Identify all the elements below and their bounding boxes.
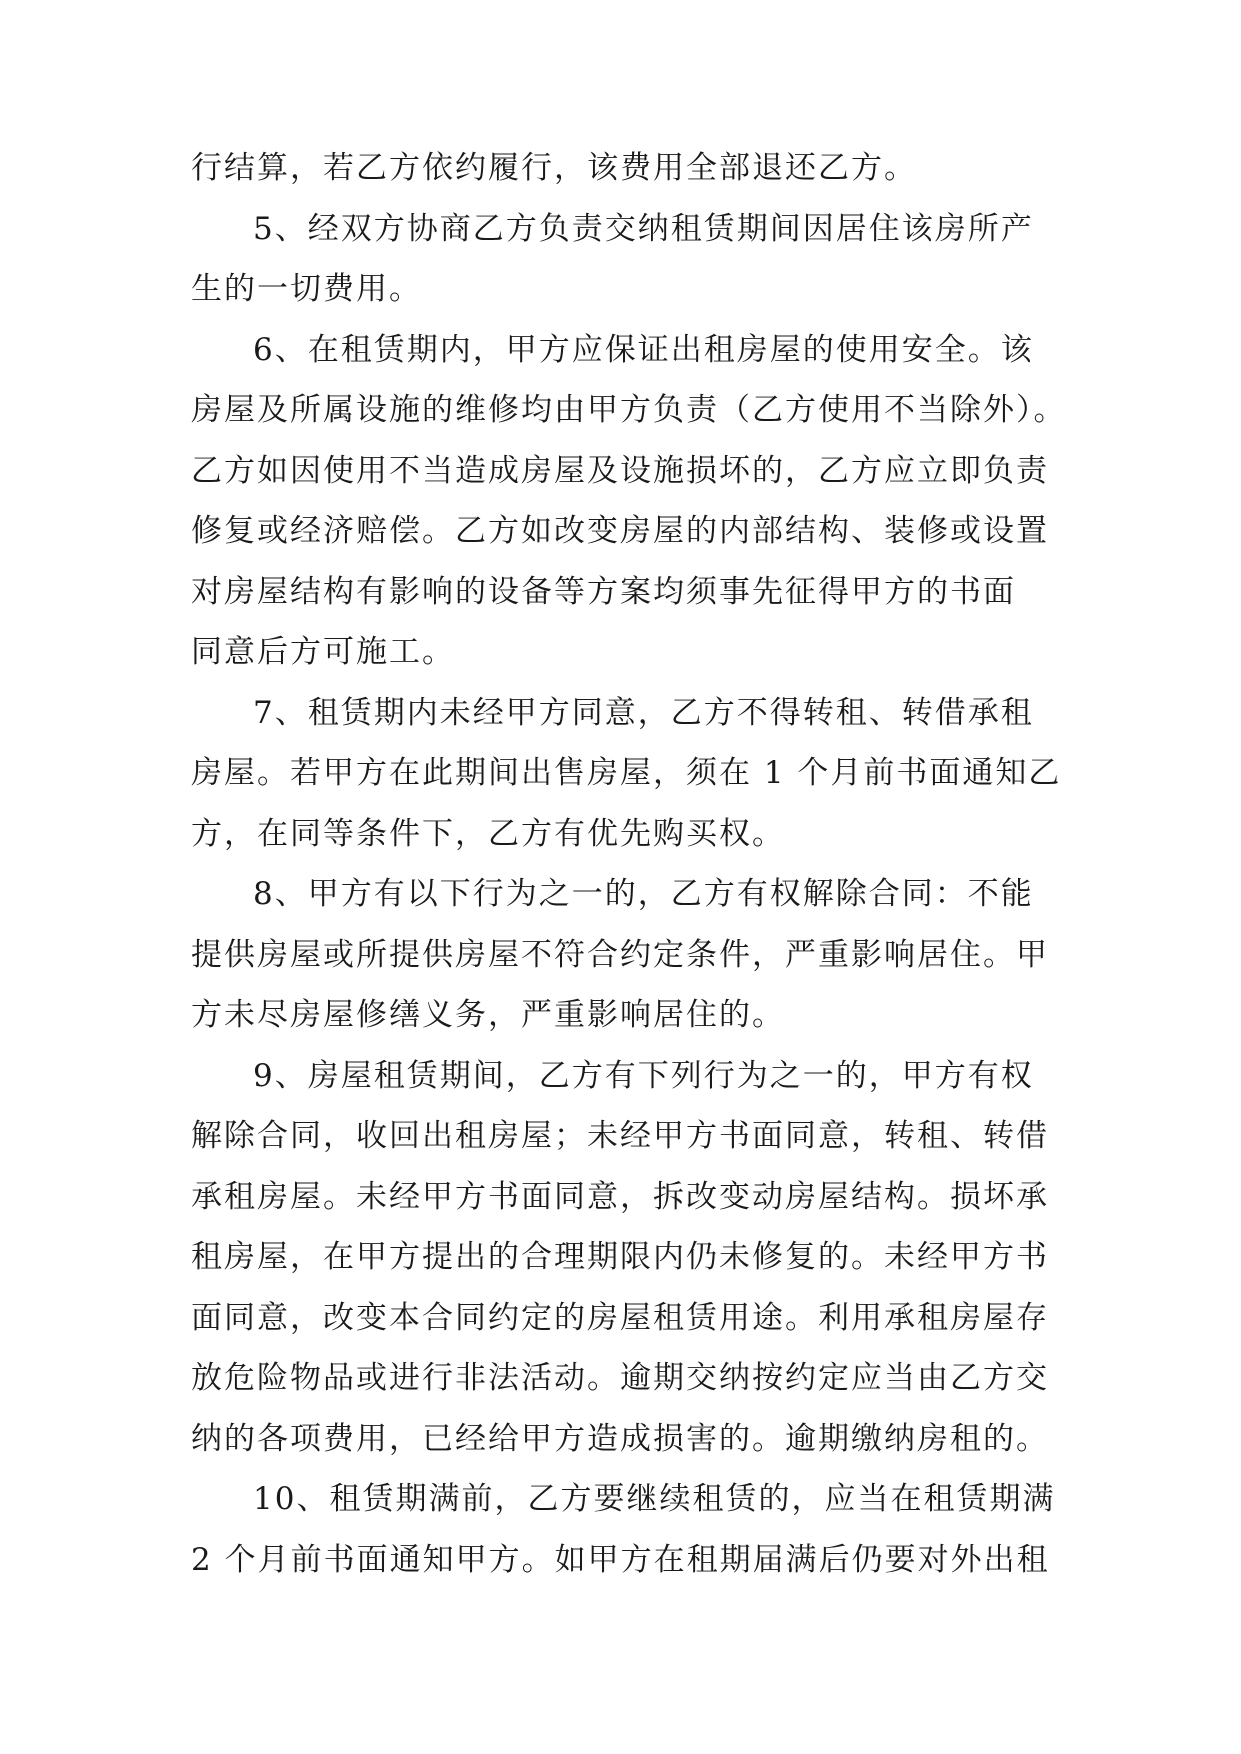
text-line: 承租房屋。未经甲方书面同意，拆改变动房屋结构。损坏承 — [191, 1178, 1049, 1215]
text-line: 房屋及所属设施的维修均由甲方负责（乙方使用不当除外）。 — [191, 392, 1067, 428]
clause-6-line: 6、在租赁期内，甲方应保证出租房屋的使用安全。该 — [253, 331, 1034, 368]
clause-7-line: 7、租赁期内未经甲方同意，乙方不得转租、转借承租 — [253, 694, 1034, 731]
text-line: 租房屋，在甲方提出的合理期限内仍未修复的。未经甲方书 — [191, 1239, 1049, 1275]
clause-10-line: 10、租赁期满前，乙方要继续租赁的，应当在租赁期满 — [253, 1481, 1056, 1517]
clause-5-line: 5、经双方协商乙方负责交纳租赁期间因居住该房所产 — [253, 210, 1034, 247]
text-line: 同意后方可施工。 — [191, 634, 455, 670]
clause-9-line: 9、房屋租赁期间，乙方有下列行为之一的，甲方有权 — [253, 1057, 1034, 1094]
text-line: 方，在同等条件下，乙方有优先购买权。 — [191, 815, 785, 852]
text-line: 对房屋结构有影响的设备等方案均须事先征得甲方的书面 — [191, 573, 1016, 610]
text-line: 面同意，改变本合同约定的房屋租赁用途。利用承租房屋存 — [191, 1299, 1049, 1336]
clause-8-line: 8、甲方有以下行为之一的，乙方有权解除合同：不能 — [253, 876, 1034, 912]
text-line: 行结算，若乙方依约履行，该费用全部退还乙方。 — [191, 150, 917, 186]
text-line: 乙方如因使用不当造成房屋及设施损坏的，乙方应立即负责 — [191, 452, 1049, 489]
text-line: 纳的各项费用，已经给甲方造成损害的。逾期缴纳房租的。 — [191, 1420, 1049, 1457]
text-line: 解除合同，收回出租房屋；未经甲方书面同意，转租、转借 — [191, 1118, 1049, 1154]
text-line: 2 个月前书面通知甲方。如甲方在租期届满后仍要对外出租 — [191, 1541, 1050, 1578]
text-line: 方未尽房屋修缮义务，严重影响居住的。 — [191, 997, 785, 1033]
text-line: 提供房屋或所提供房屋不符合约定条件，严重影响居住。甲 — [191, 936, 1049, 973]
text-line: 生的一切费用。 — [191, 271, 422, 307]
document-body — [191, 138, 1067, 1590]
text-line: 房屋。若甲方在此期间出售房屋，须在 1 个月前书面通知乙 — [191, 755, 1062, 791]
text-line: 修复或经济赔偿。乙方如改变房屋的内部结构、装修或设置 — [191, 513, 1049, 549]
text-line: 放危险物品或进行非法活动。逾期交纳按约定应当由乙方交 — [191, 1360, 1049, 1396]
